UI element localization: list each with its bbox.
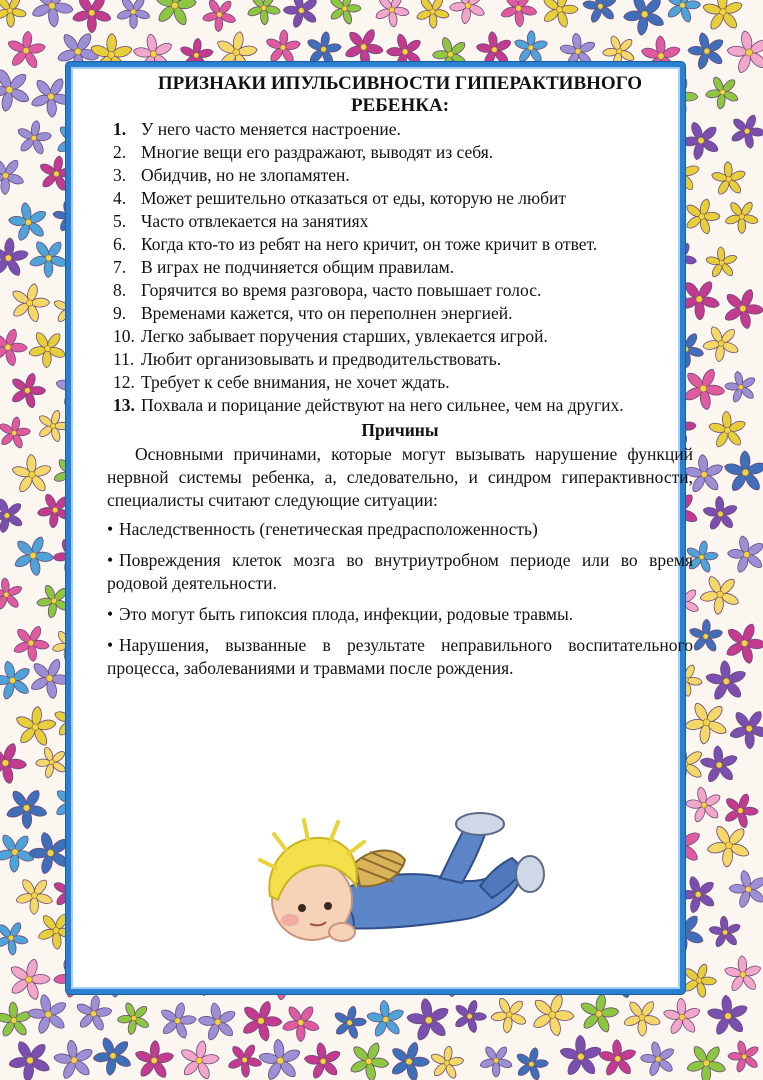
flower-icon xyxy=(722,700,763,755)
title-line-1: ПРИЗНАКИ ИПУЛЬСИВНОСТИ ГИПЕРАКТИВНОГО xyxy=(157,73,643,94)
flower-icon xyxy=(5,278,55,326)
flower-icon xyxy=(676,691,737,752)
cause-bullet xyxy=(107,518,693,541)
flower-icon xyxy=(720,22,763,82)
list-text: Похвала и порицание действуют на него сильнее, чем на других. xyxy=(141,395,624,415)
signs-list xyxy=(107,118,693,417)
flower-icon xyxy=(329,1002,370,1042)
flower-icon xyxy=(4,367,50,412)
flower-icon xyxy=(0,236,31,279)
flower-icon xyxy=(722,862,763,915)
cause-text: Повреждения клеток мозга во внутриутробном периоде или во время родовой деятельности. xyxy=(107,550,693,593)
flower-icon xyxy=(575,990,622,1036)
list-item xyxy=(107,302,693,325)
list-item xyxy=(107,210,693,233)
list-number: 6. xyxy=(113,234,127,254)
flower-icon xyxy=(680,780,729,830)
flower-icon xyxy=(702,242,743,284)
flower-icon xyxy=(716,281,763,334)
flower-icon xyxy=(493,0,544,33)
boy-hand xyxy=(329,923,355,941)
flower-icon xyxy=(719,365,763,409)
list-text: Временами кажется, что он переполнен энергией. xyxy=(141,303,513,323)
list-text: Когда кто-то из ребят на него кричит, он тоже кричит в ответ. xyxy=(141,234,598,254)
flower-icon xyxy=(634,1034,682,1080)
list-number: 4. xyxy=(113,188,127,208)
flower-icon xyxy=(724,108,763,153)
flower-icon xyxy=(718,788,763,833)
flower-icon xyxy=(13,118,54,158)
flower-icon xyxy=(700,654,754,709)
flower-icon xyxy=(513,30,549,65)
flower-icon xyxy=(0,322,33,371)
list-number: 7. xyxy=(113,257,127,277)
flower-icon xyxy=(594,1034,643,1080)
flower-icon xyxy=(48,1032,102,1080)
list-item xyxy=(107,141,693,164)
flower-icon xyxy=(264,28,303,65)
flower-icon xyxy=(699,68,747,116)
list-number: 9. xyxy=(113,303,127,323)
list-item xyxy=(107,325,693,348)
flower-icon xyxy=(0,735,33,789)
flower-icon xyxy=(701,988,755,1043)
flower-icon xyxy=(23,0,81,34)
causes-intro: Основными причинами, которые могут вызывать нарушение функций нервной системы ребенка, а, следовательно, и синдром гиперактивности, специалисты считают следующие ситуации: xyxy=(107,444,693,510)
flower-icon xyxy=(1,1030,61,1080)
list-item xyxy=(107,394,693,417)
flower-icon xyxy=(0,0,33,33)
list-text: У него часто меняется настроение. xyxy=(141,119,401,139)
list-text: Легко забывает поручения старших, увлекается игрой. xyxy=(141,326,548,346)
page-title xyxy=(107,73,693,117)
flower-icon xyxy=(616,991,669,1043)
flower-icon xyxy=(720,950,763,999)
flower-icon xyxy=(0,996,38,1044)
flower-icon xyxy=(7,448,58,500)
list-text: Любит организовывать и предводительствовать. xyxy=(141,349,502,369)
flower-icon xyxy=(660,0,705,26)
list-number: 2. xyxy=(113,142,127,162)
flower-icon xyxy=(4,29,48,71)
flower-icon xyxy=(176,1037,223,1080)
boy-shoe xyxy=(456,813,504,835)
list-item xyxy=(107,233,693,256)
flower-icon xyxy=(8,869,61,922)
cause-text: Наследственность (генетическая предрасположенность) xyxy=(119,519,538,539)
flower-icon xyxy=(0,572,29,617)
flower-icon xyxy=(196,0,244,38)
flower-icon xyxy=(368,0,415,33)
flower-icon xyxy=(698,491,743,537)
flower-icon xyxy=(448,995,491,1037)
flower-icon xyxy=(400,990,459,1050)
flower-icon xyxy=(0,914,35,961)
cause-text: Это могут быть гипоксия плода, инфекции, родовые травмы. xyxy=(119,604,574,624)
list-item xyxy=(107,279,693,302)
content-body xyxy=(107,73,693,688)
flower-icon xyxy=(718,193,763,240)
flower-icon xyxy=(524,986,581,1042)
flower-icon xyxy=(707,156,752,202)
list-item xyxy=(107,118,693,141)
bullet-icon: • xyxy=(107,604,114,624)
flower-icon xyxy=(192,995,245,1048)
lying-boy-illustration xyxy=(230,808,550,948)
flower-icon xyxy=(0,414,34,452)
flower-icon xyxy=(692,566,749,623)
flower-icon xyxy=(658,992,707,1042)
cause-bullet xyxy=(107,549,693,595)
flower-icon xyxy=(699,814,760,875)
flower-icon xyxy=(12,704,59,749)
flower-icon xyxy=(679,1035,735,1080)
title-line-2: РЕБЕНКА: xyxy=(350,95,450,116)
flower-icon xyxy=(111,994,158,1041)
list-number: 5. xyxy=(113,211,127,231)
flower-icon xyxy=(697,0,749,38)
flower-icon xyxy=(696,317,748,369)
list-item xyxy=(107,187,693,210)
flower-icon xyxy=(298,1036,348,1080)
list-text: Обидчив, но не злопамятен. xyxy=(141,165,350,185)
list-item xyxy=(107,371,693,394)
flower-icon xyxy=(511,1043,553,1080)
cause-bullet xyxy=(107,603,693,626)
flower-icon xyxy=(110,0,157,35)
flower-icon xyxy=(6,618,56,667)
flower-icon xyxy=(410,0,456,34)
flower-icon xyxy=(240,0,287,31)
flower-icon xyxy=(722,1034,763,1079)
causes-heading: Причины xyxy=(361,420,439,440)
list-item xyxy=(107,164,693,187)
flower-icon xyxy=(704,911,746,954)
list-item xyxy=(107,256,693,279)
list-number: 13. xyxy=(113,395,135,415)
list-text: В играх не подчиняется общим правилам. xyxy=(141,257,455,277)
cause-bullet xyxy=(107,634,693,680)
flower-icon xyxy=(150,0,200,29)
boy-shoe xyxy=(516,856,544,892)
bullet-icon: • xyxy=(107,635,114,655)
list-number: 11. xyxy=(113,349,135,369)
flower-icon xyxy=(6,528,60,581)
flower-icon xyxy=(615,0,675,44)
flower-icon xyxy=(133,1039,176,1080)
flower-icon xyxy=(484,988,536,1040)
flower-icon xyxy=(473,1037,519,1080)
list-text: Может решительно отказаться от еды, которую не любит xyxy=(141,188,567,208)
flower-icon xyxy=(0,490,32,539)
list-number: 1. xyxy=(113,119,127,139)
flower-icon xyxy=(536,0,583,32)
flower-icon xyxy=(0,779,56,836)
list-text: Многие вещи его раздражают, выводят из себя. xyxy=(141,142,494,162)
flower-icon xyxy=(342,1034,396,1080)
bullet-icon: • xyxy=(107,519,114,539)
list-number: 12. xyxy=(113,372,135,392)
list-text: Требует к себе внимания, не хочет ждать. xyxy=(141,372,450,392)
flower-icon xyxy=(577,0,624,30)
flower-icon xyxy=(275,996,328,1049)
list-number: 3. xyxy=(113,165,127,185)
flower-icon xyxy=(86,1028,142,1080)
flower-icon xyxy=(427,1044,466,1080)
flower-icon xyxy=(721,528,763,581)
flower-icon xyxy=(155,998,201,1042)
list-number: 8. xyxy=(113,280,127,300)
flower-icon xyxy=(695,739,745,790)
list-item xyxy=(107,348,693,371)
flower-icon xyxy=(442,0,494,31)
flower-icon xyxy=(73,993,115,1034)
list-number: 10. xyxy=(113,326,135,346)
flower-icon xyxy=(0,149,33,202)
flower-icon xyxy=(703,405,752,455)
cause-text: Нарушения, вызванные в результате неправильного воспитательного процесса, заболеваниями и травмами после рождения. xyxy=(107,635,693,678)
flower-icon xyxy=(719,444,763,500)
list-text: Горячится во время разговора, часто повышает голос. xyxy=(141,280,542,300)
flower-icon xyxy=(383,1036,435,1080)
flower-icon xyxy=(234,994,288,1047)
flower-icon xyxy=(361,994,411,1045)
flower-icon xyxy=(681,25,733,78)
flower-icon xyxy=(324,0,366,28)
list-text: Часто отвлекается на занятиях xyxy=(141,211,369,231)
bullet-icon: • xyxy=(107,550,114,570)
